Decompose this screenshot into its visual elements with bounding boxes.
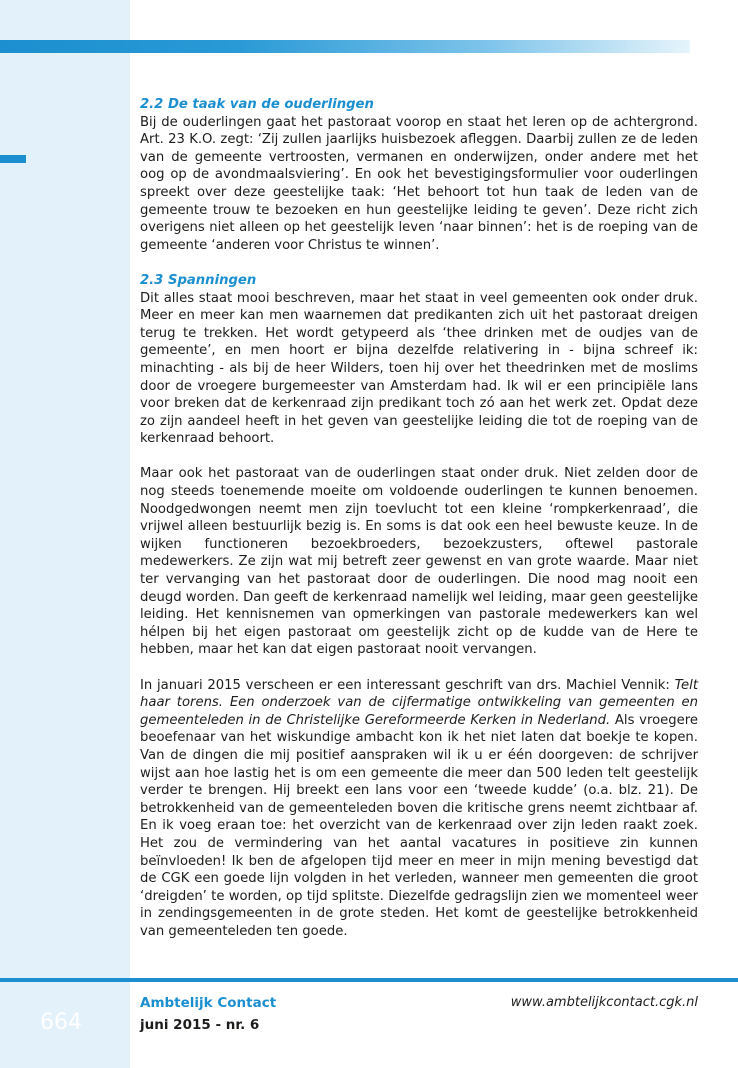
page-number: 664 [40, 1010, 82, 1035]
paragraph: Dit alles staat mooi beschreven, maar het staat in veel gemeenten ook onder druk. Meer en meer kan men waarnemen dat predikanten zich uit het pastoraat dreigen terug te trekken. Het wordt getypeerd als ‘thee drinken met de oudjes van de gemeente’, en men hoort er bijna dezelfde relativering in - bijna schreef ik: minachting - als bij de heer Wilders, toen hij over het theedrinken met de moslims door de vroegere burgemeester van Amsterdam had. Ik wil er een principiële lans voor breken dat de kerkenraad zijn predikant toch zó aan het werk zet. Opdat deze zo zijn aandeel heeft in het geven van geestelijke leiding die tot de roeping van de kerkenraad behoort. [140, 290, 698, 447]
section-2-2 [140, 96, 698, 254]
section-heading: 2.2 De taak van de ouderlingen [140, 97, 374, 112]
issue-label: juni 2015 - nr. 6 [140, 1017, 260, 1033]
article-body [140, 96, 698, 941]
section-heading: 2.3 Spanningen [140, 272, 257, 288]
paragraph [140, 677, 698, 941]
paragraph: Bij de ouderlingen gaat het pastoraat voorop en staat het leren op de achtergrond. Art. 23 K.O. zegt: ‘Zij zullen jaarlijks huisbezoek afleggen. Daarbij zullen ze de leden van de gemeente vertroosten, vermanen en onderwijzen, onder andere met het oog op de avondmaalsviering’. En ook het bevestigingsformulier voor ouderlingen spreekt over deze geestelijke taak: ‘Het behoort tot hun taak de leden van de gemeente trouw te bezoeken en hun geestelijke leiding te geven’. Deze richt zich overigens niet alleen op het geestelijk leven ‘naar binnen’: het is de roeping van de gemeente ‘anderen voor Christus te winnen’. [140, 114, 698, 253]
footer-divider [0, 978, 738, 982]
book-title: Telt haar torens. Een onderzoek van de cijfermatige ontwikkeling van gemeenten en gemeenteleden in de Christelijke Gereformeerde Kerken in Nederland. [140, 677, 698, 728]
paragraph: Maar ook het pastoraat van de ouderlingen staat onder druk. Niet zelden door de nog steeds toenemende moeite om voldoende ouderlingen te kunnen benoemen. Noodgedwongen neemt men zijn toevlucht tot een kleine ‘rompkerkenraad’, die vrijwel alleen bestuurlijk bezig is. En soms is dat ook een heel bewuste keuze. In de wijken functioneren bezoekbroeders, bezoekzusters, oftewel pastorale medewerkers. Ze zijn wat mij betreft zeer gewenst en van grote waarde. Maar niet ter vervanging van het pastoraat door de ouderlingen. Die nood mag nooit een deugd worden. Dan geeft de kerkenraad namelijk wel leiding, maar geen geestelijke leiding. Het kennisnemen van opmerkingen van pastorale medewerkers kan wel hélpen bij het eigen pastoraat om geestelijk zicht op de kudde van de Here te hebben, maar het kan dat eigen pastoraat nooit vervangen. [140, 466, 698, 658]
website-link[interactable]: www.ambtelijkcontact.cgk.nl [510, 995, 698, 1010]
paragraph-rest: Als vroegere beoefenaar van het wiskundige ambacht kon ik het niet laten dat boekje te kopen. Van de dingen die mij positief aanspraken wil ik u er één doorgeven: de schrijver wijst aan hoe lastig het is om een gemeente die meer dan 500 leden telt geestelijk verder te brengen. Hij breekt een lans voor een ‘tweede kudde’ (o.a. blz. 21). De betrokkenheid van de gemeenteleden boven die kritische grens neemt zichtbaar af. En ik voeg eraan toe: het overzicht van de kerkenraad over zijn leden raakt zoek. Het zou de vermindering van het aantal vacatures in positieve zin kunnen beïnvloeden! Ik ben de afgelopen tijd meer en meer in mijn mening bevestigd dat de CGK een goede lijn volgden in het verleden, wanneer men gemeenten die groot ‘dreigden’ te worden, op tijd splitste. Diezelfde gedragslijn zien we momenteel weer in zendingsgemeenten in de grote steden. Het komt de geestelijke betrokkenheid van gemeenteleden ten goede. [140, 712, 698, 939]
top-gradient-bar [0, 40, 690, 53]
magazine-title: Ambtelijk Contact [140, 995, 277, 1011]
paragraph-intro: In januari 2015 verscheen er een interessant geschrift van drs. Machiel Vennik: [140, 677, 675, 693]
left-section-marker [0, 155, 26, 163]
section-2-3 [140, 272, 698, 941]
